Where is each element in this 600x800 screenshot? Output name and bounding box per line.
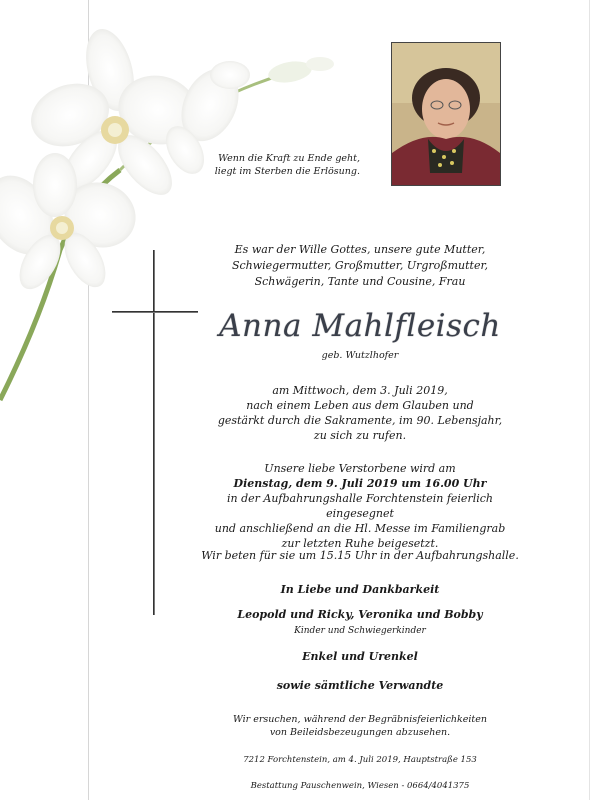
quote-text	[200, 152, 360, 178]
request-text	[200, 713, 520, 739]
undertaker-info: Bestattung Pauschenwein, Wiesen - 0664/4041375	[250, 781, 470, 791]
funeral-text	[200, 461, 520, 551]
love-text: In Liebe und Dankbarkeit	[280, 583, 440, 596]
death-line: gestärkt durch die Sakramente, im 90. Lebensjahr,	[217, 414, 503, 427]
maiden-name: geb. Wutzlhofer	[321, 350, 399, 361]
funeral-line: zur letzten Ruhe beigesetzt.	[281, 537, 439, 550]
intro-line: Schwiegermutter, Großmutter, Urgroßmutter,	[231, 259, 489, 272]
grandchildren-text: Enkel und Urenkel	[302, 650, 418, 663]
funeral-line: und anschließend an die Hl. Messe im Familiengrab	[214, 522, 506, 535]
family-subtitle: Kinder und Schwiegerkinder	[294, 626, 426, 636]
quote-line: Wenn die Kraft zu Ende geht,	[218, 153, 360, 164]
quote-line: liegt im Sterben die Erlösung.	[214, 166, 360, 177]
deceased-name: Anna Mahlfleisch	[219, 308, 501, 344]
death-line: nach einem Leben aus dem Glauben und	[246, 399, 474, 412]
intro-line: Es war der Wille Gottes, unsere gute Mutter,	[234, 243, 486, 256]
funeral-line: Unsere liebe Verstorbene wird am	[264, 462, 456, 475]
intro-line: Schwägerin, Tante und Cousine, Frau	[254, 275, 466, 288]
cross-icon	[112, 250, 202, 620]
death-line: am Mittwoch, dem 3. Juli 2019,	[272, 384, 448, 397]
family-names: Leopold und Ricky, Veronika und Bobby	[237, 608, 483, 621]
place-date-address: 7212 Forchtenstein, am 4. Juli 2019, Hauptstraße 153	[243, 755, 477, 765]
funeral-line: in der Aufbahrungshalle Forchtenstein feierlich eingesegnet	[227, 492, 493, 520]
death-line: zu sich zu rufen.	[313, 429, 407, 442]
right-border	[589, 0, 590, 800]
portrait-photo	[391, 42, 501, 186]
relatives-text: sowie sämtliche Verwandte	[276, 679, 444, 692]
death-text	[200, 383, 520, 443]
prayer-text: Wir beten für sie um 15.15 Uhr in der Aufbahrungshalle.	[201, 549, 519, 562]
request-line: von Beileidsbezeugungen abzusehen.	[269, 727, 451, 738]
funeral-date: Dienstag, dem 9. Juli 2019 um 16.00 Uhr	[233, 477, 487, 490]
intro-text	[200, 242, 520, 290]
request-line: Wir ersuchen, während der Begräbnisfeierlichkeiten	[233, 714, 487, 725]
